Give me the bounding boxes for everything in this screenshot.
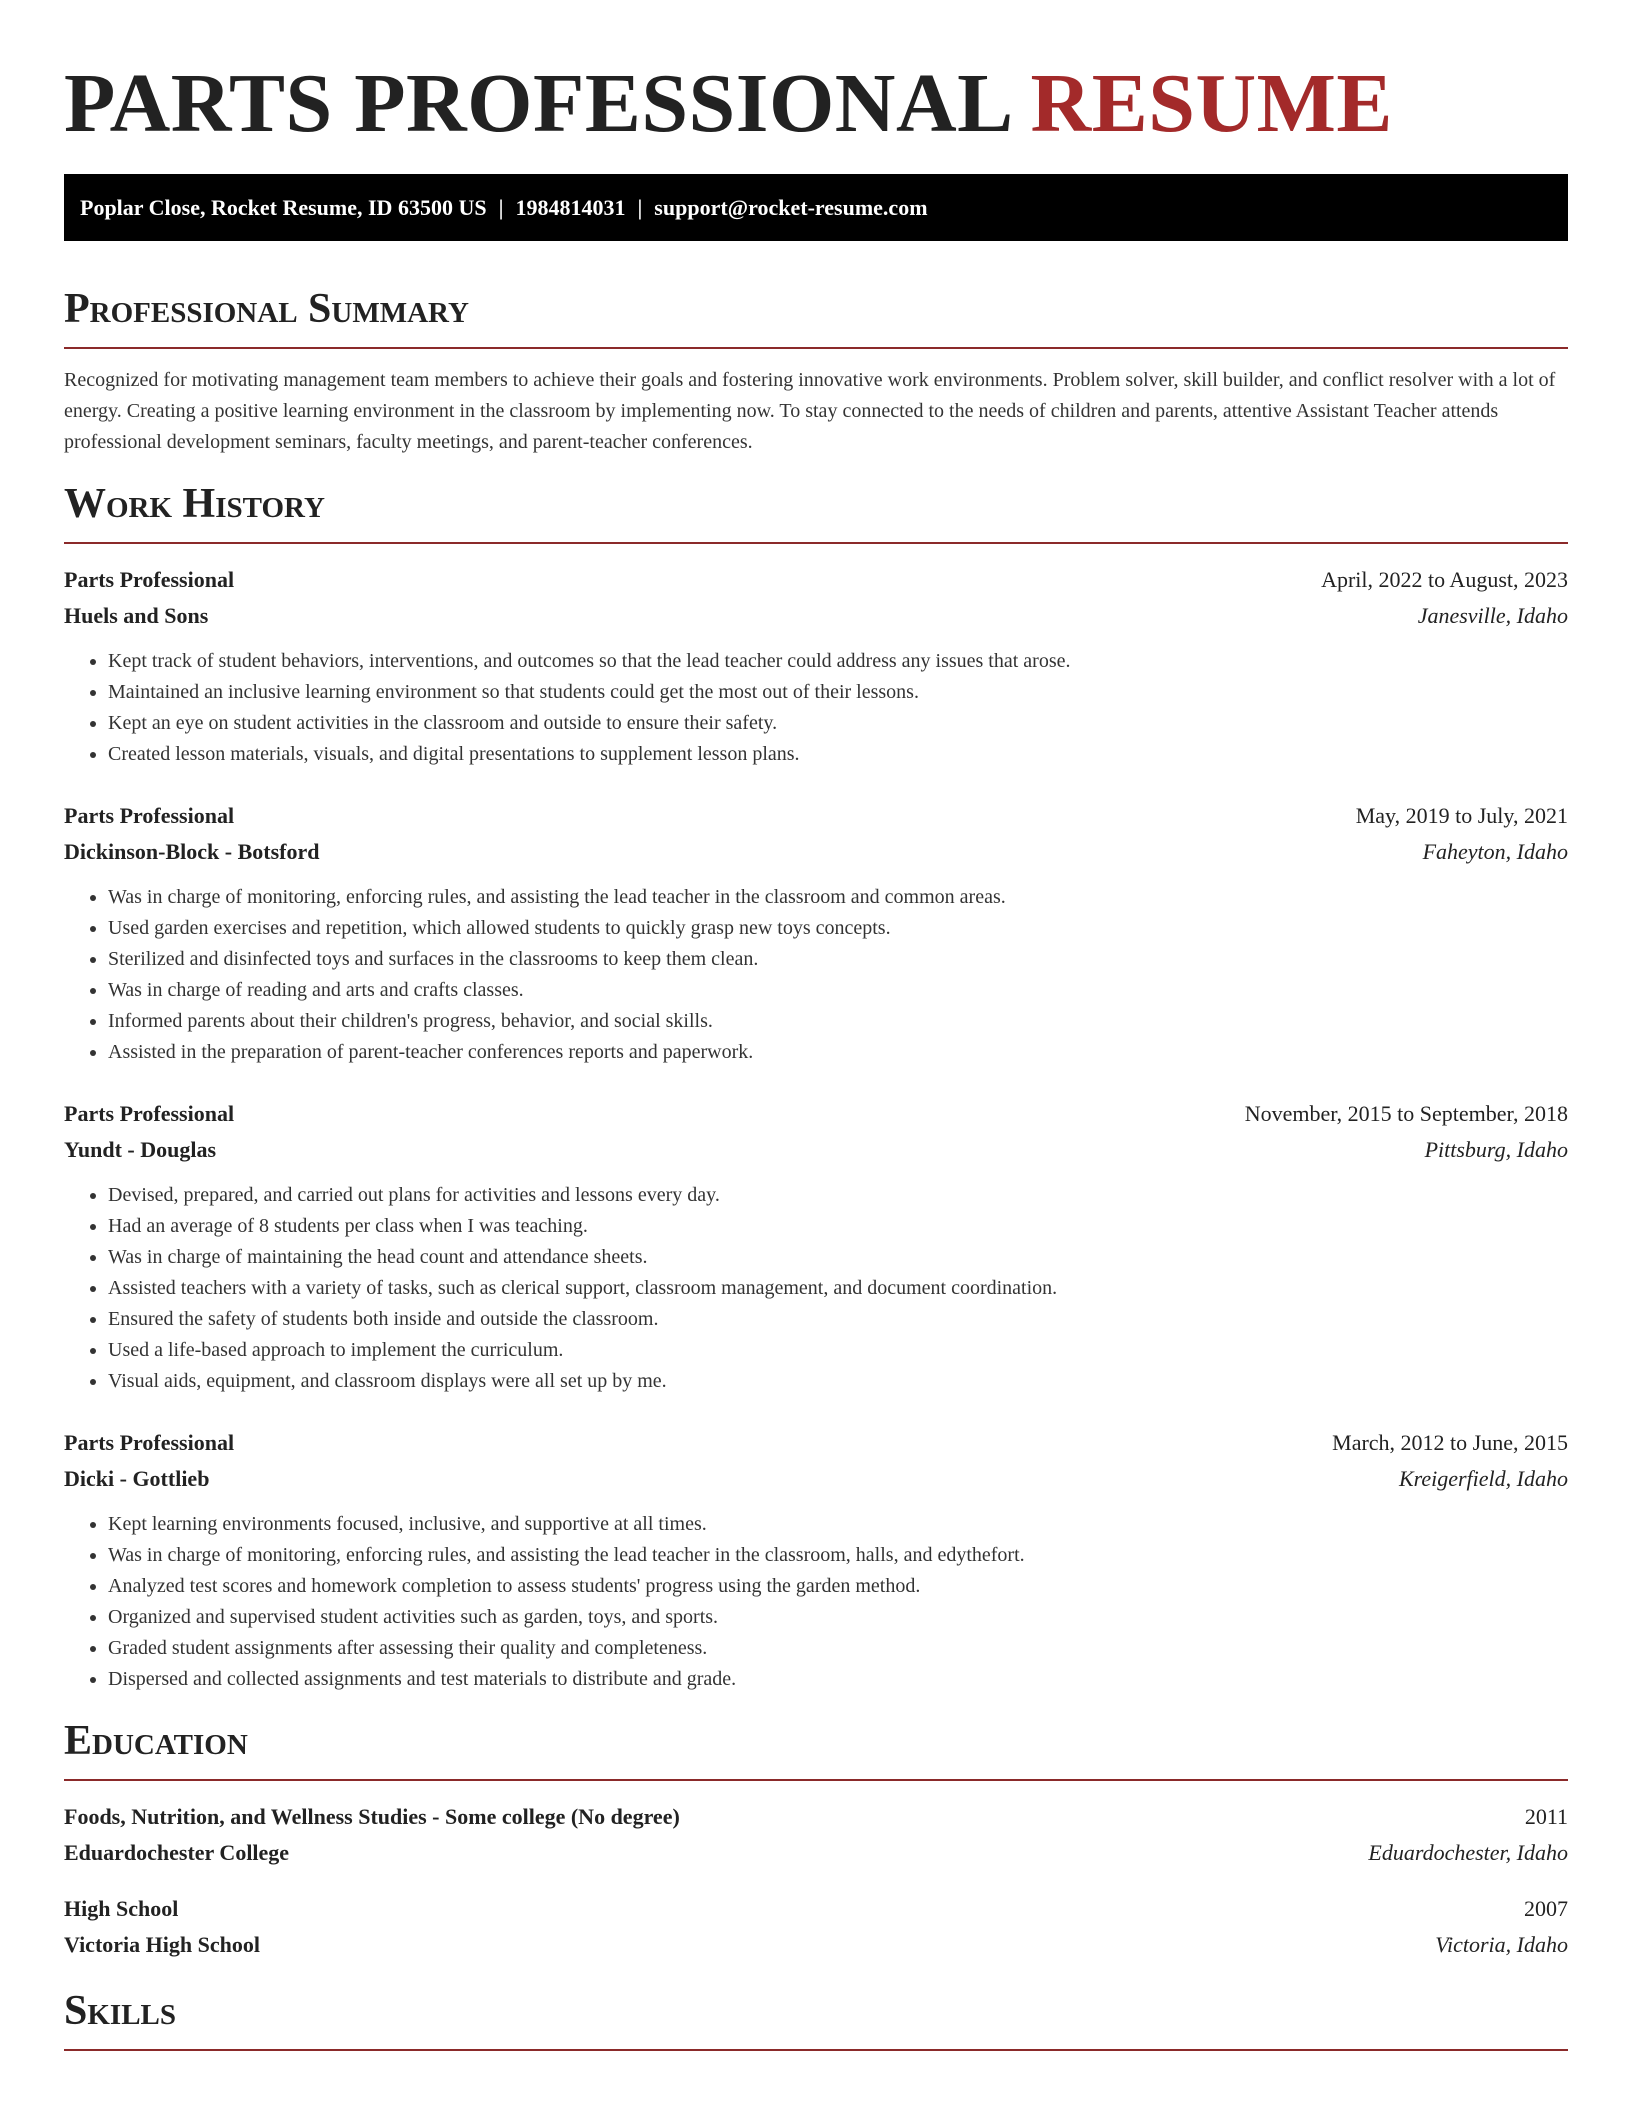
job-entry (64, 562, 1568, 770)
list-item: • Sterilized and disinfected toys and surfaces in the classrooms to keep them clean. (108, 944, 1568, 975)
list-item: • Had an average of 8 students per class when I was teaching. (108, 1211, 1568, 1242)
section-divider (64, 1779, 1568, 1781)
job-duties-list (64, 646, 1568, 770)
section-heading-education: Education (64, 1718, 248, 1764)
job-dates: November, 2015 to September, 2018 (1244, 1101, 1568, 1126)
job-company: Dickinson-Block - Botsford (64, 839, 320, 864)
list-item: • Used garden exercises and repetition, which allowed students to quickly grasp new toys concepts. (108, 913, 1568, 944)
education-degree: Foods, Nutrition, and Wellness Studies - Some college (No degree) (64, 1804, 680, 1829)
resume-page (64, 0, 1568, 2051)
list-item: • Organized and supervised student activities such as garden, toys, and sports. (108, 1602, 1568, 1633)
education-entry (64, 1799, 1568, 1871)
list-item: • Analyzed test scores and homework completion to assess students' progress using the garden method. (108, 1571, 1568, 1602)
list-item: • Used a life-based approach to implement the curriculum. (108, 1335, 1568, 1366)
resume-title (64, 0, 1568, 150)
contact-address: Poplar Close, Rocket Resume, ID 63500 US (80, 195, 487, 220)
list-item: • Graded student assignments after assessing their quality and completeness. (108, 1633, 1568, 1664)
list-item: • Dispersed and collected assignments and test materials to distribute and grade. (108, 1664, 1568, 1695)
job-location: Pittsburg, Idaho (1424, 1137, 1568, 1162)
contact-email[interactable]: support@rocket-resume.com (654, 195, 928, 220)
education-year: 2011 (1524, 1804, 1568, 1829)
education-location: Victoria, Idaho (1435, 1932, 1568, 1957)
list-item: • Was in charge of monitoring, enforcing rules, and assisting the lead teacher in the classroom and common areas. (108, 882, 1568, 913)
job-company-row (64, 1132, 1568, 1168)
contact-bar (64, 174, 1568, 241)
section-divider (64, 347, 1568, 349)
job-title: Parts Professional (64, 567, 235, 592)
job-location: Faheyton, Idaho (1422, 839, 1568, 864)
job-title: Parts Professional (64, 1101, 235, 1126)
section-divider (64, 542, 1568, 544)
job-location: Janesville, Idaho (1417, 603, 1568, 628)
contact-phone: 1984814031 (515, 195, 626, 220)
summary-section (64, 285, 1568, 458)
list-item: • Created lesson materials, visuals, and digital presentations to supplement lesson plans. (108, 739, 1568, 770)
education-degree: High School (64, 1896, 179, 1921)
job-company: Huels and Sons (64, 603, 209, 628)
job-dates: March, 2012 to June, 2015 (1332, 1430, 1568, 1455)
job-dates: May, 2019 to July, 2021 (1355, 803, 1568, 828)
list-item: • Kept learning environments focused, inclusive, and supportive at all times. (108, 1509, 1568, 1540)
job-title: Parts Professional (64, 803, 235, 828)
education-school: Victoria High School (64, 1932, 260, 1957)
education-school-row (64, 1835, 1568, 1871)
list-item: • Assisted in the preparation of parent-teacher conferences reports and paperwork. (108, 1037, 1568, 1068)
job-company-row (64, 598, 1568, 634)
list-item: • Visual aids, equipment, and classroom displays were all set up by me. (108, 1366, 1568, 1397)
job-entry (64, 1096, 1568, 1397)
education-year: 2007 (1524, 1896, 1568, 1921)
job-company-row (64, 834, 1568, 870)
summary-text: Recognized for motivating management team members to achieve their goals and fostering innovative work environments. Problem solver, skill builder, and conflict resolver with a lot of energy. Creating a positive learning environment in the classroom by implementing now. To stay connected to the needs of children and parents, attentive Assistant Teacher attends professional development seminars, faculty meetings, and parent-teacher conferences. (64, 369, 1556, 453)
title-accent: RESUME (1030, 57, 1393, 150)
list-item: • Devised, prepared, and carried out plans for activities and lessons every day. (108, 1180, 1568, 1211)
list-item: • Assisted teachers with a variety of tasks, such as clerical support, classroom management, and document coordination. (108, 1273, 1568, 1304)
work-history-section (64, 480, 1568, 1695)
education-entry (64, 1891, 1568, 1963)
education-school-row (64, 1927, 1568, 1963)
education-degree-row (64, 1891, 1568, 1927)
education-section (64, 1717, 1568, 1963)
list-item: • Ensured the safety of students both inside and outside the classroom. (108, 1304, 1568, 1335)
job-duties-list (64, 882, 1568, 1068)
job-duties-list (64, 1180, 1568, 1397)
contact-separator: | (498, 195, 504, 220)
list-item: • Maintained an inclusive learning environment so that students could get the most out of their lessons. (108, 677, 1568, 708)
job-dates: April, 2022 to August, 2023 (1321, 567, 1568, 592)
skills-section (64, 1987, 1568, 2051)
list-item: • Was in charge of monitoring, enforcing rules, and assisting the lead teacher in the classroom, halls, and edythefort. (108, 1540, 1568, 1571)
list-item: • Was in charge of reading and arts and crafts classes. (108, 975, 1568, 1006)
title-main: PARTS PROFESSIONAL (64, 57, 1010, 150)
section-heading-summary: Professional Summary (64, 286, 469, 332)
job-company: Dicki - Gottlieb (64, 1466, 210, 1491)
section-heading-skills: Skills (64, 1988, 177, 2034)
job-entry (64, 1425, 1568, 1695)
job-title: Parts Professional (64, 1430, 235, 1455)
list-item: • Kept track of student behaviors, interventions, and outcomes so that the lead teacher could address any issues that arose. (108, 646, 1568, 677)
section-divider (64, 2049, 1568, 2051)
list-item: • Kept an eye on student activities in the classroom and outside to ensure their safety. (108, 708, 1568, 739)
section-heading-work-history: Work History (64, 481, 325, 527)
list-item: • Informed parents about their children's progress, behavior, and social skills. (108, 1006, 1568, 1037)
education-location: Eduardochester, Idaho (1368, 1840, 1568, 1865)
contact-separator: | (637, 195, 643, 220)
education-school: Eduardochester College (64, 1840, 290, 1865)
job-company: Yundt - Douglas (64, 1137, 217, 1162)
job-company-row (64, 1461, 1568, 1497)
job-entry (64, 798, 1568, 1068)
job-header-row (64, 798, 1568, 834)
job-duties-list (64, 1509, 1568, 1695)
list-item: • Was in charge of maintaining the head count and attendance sheets. (108, 1242, 1568, 1273)
education-degree-row (64, 1799, 1568, 1835)
job-header-row (64, 1425, 1568, 1461)
job-location: Kreigerfield, Idaho (1398, 1466, 1568, 1491)
job-header-row (64, 562, 1568, 598)
job-header-row (64, 1096, 1568, 1132)
